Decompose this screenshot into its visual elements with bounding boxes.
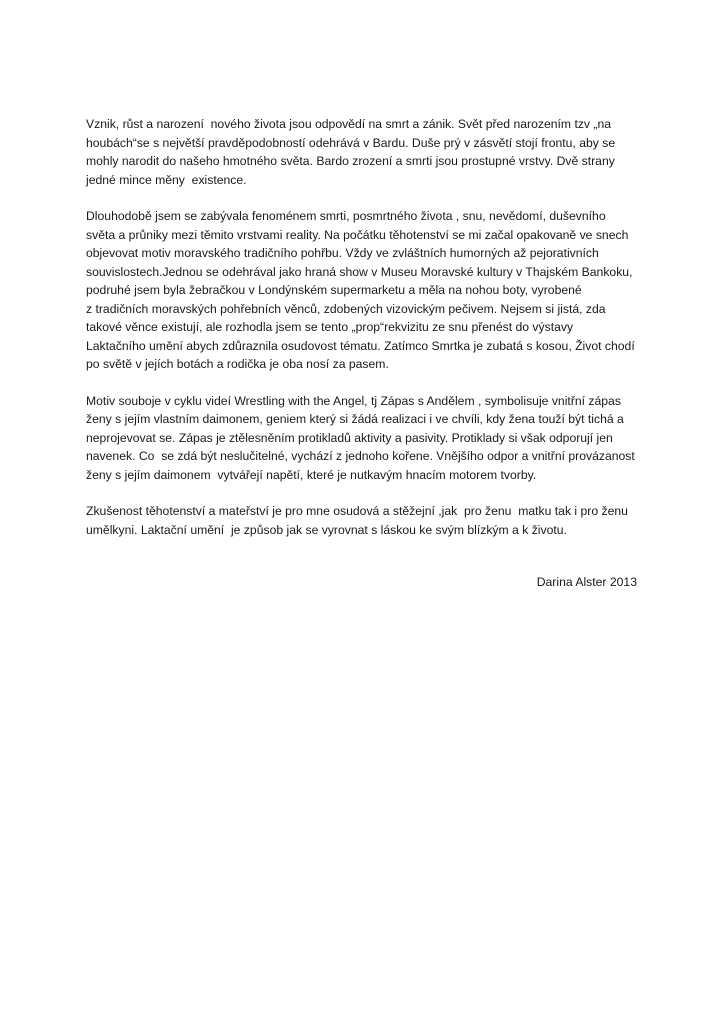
document-body xyxy=(86,115,642,557)
author-signature: Darina Alster 2013 xyxy=(536,575,637,589)
paragraph-1: Vznik, růst a narození nového života jsou odpovědí na smrt a zánik. Svět před narozením tzv „na houbách“se s největší pravděpodobností odehrává v Bardu. Duše prý v zásvětí stojí frontu, aby se mohly narodit do našeho hmotného světa. Bardo zrození a smrti jsou prostupné vrstvy. Dvě strany jedné mince měny existence. xyxy=(86,117,616,187)
paragraph-4: Zkušenost těhotenství a mateřství je pro mne osudová a stěžejní ,jak pro ženu matku tak i pro ženu umělkyni. Laktační umění je způsob jak se vyrovnat s láskou ke svým blízkým a k životu. xyxy=(86,504,628,537)
paragraph-3: Motiv souboje v cyklu videí Wrestling with the Angel, tj Zápas s Andělem , symbolisuje vnitřní zápas ženy s jejím vlastním daimonem, geniem který si žádá realizaci i ve chvíli, kdy žena touží být tichá a neprojevovat se. Zápas je ztělesněním protikladů aktivity a pasivity. Protiklady si však odporují jen navenek. Co se zdá být neslučitelné, vychází z jednoho kořene. Vnějšího odpor a vnitřní provázanost ženy s jejím daimonem vytvářejí napětí, které je nutkavým hnacím motorem tvorby. xyxy=(86,393,635,482)
paragraph-2: Dlouhodobě jsem se zabývala fenoménem smrti, posmrtného života , snu, nevědomí, duševního světa a průniky mezi těmito vrstvami reality. Na počátku těhotenství se mi začal opakovaně ve snech objevovat motiv moravského tradičního pohřbu. Vždy ve zvláštních humorných až pejorativních souvislostech.Jednou se odehrával jako hraná show v Museu Moravské kultury v Thajském Bankoku, podruhé jsem byla žebračkou v Londýnském supermarketu a měla na nohou boty, vyrobené z tradičních moravských pohřebních věnců, zdobených vizovickým pečivem. Nejsem si jistá, zda takové věnce existují, ale rozhodla jsem se tento „prop“rekvizitu ze snu přenést do výstavy Laktačního umění abych zdůraznila osudovost tématu. Zatímco Smrtka je zubatá s kosou, Život chodí po světě v jejích botách a rodička je oba nosí za pasem. xyxy=(86,209,635,371)
